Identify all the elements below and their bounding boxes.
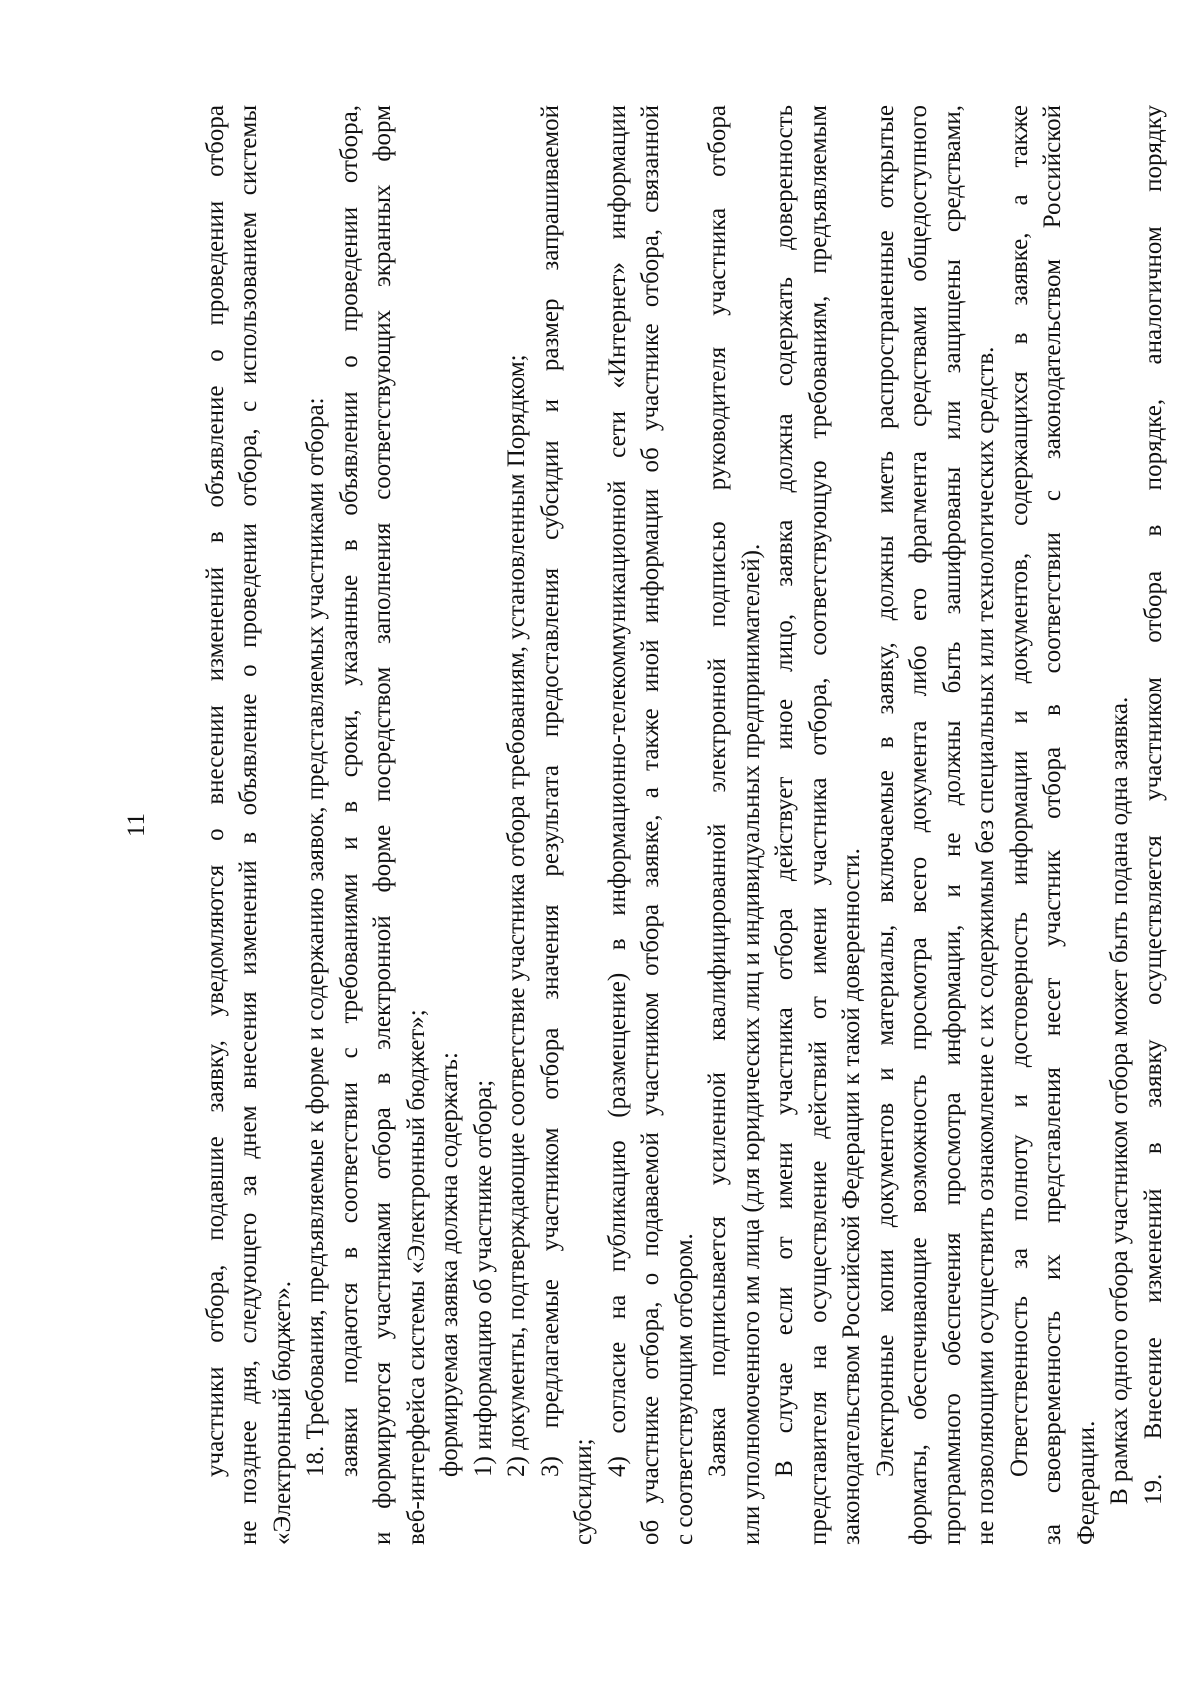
- text-line: В рамках одного отбора участником отбора может быть подана одна заявка.: [1106, 696, 1133, 1505]
- text-line: 1) информацию об участнике отбора;: [469, 1079, 497, 1477]
- text-line: В случае если от имени участника отбора действует иное лицо, заявка должна содержать доверенность: [771, 105, 798, 1477]
- text-line: формируемая заявка должна содержать:: [436, 1052, 463, 1477]
- text-line: участники отбора, подавшие заявку, уведомляются о внесении изменений в объявление о проведении отбора: [201, 105, 229, 1477]
- text-line: за своевременность их представления несет участник отбора в соответствии с законодательством Российской: [1039, 105, 1066, 1545]
- text-line: Электронные копии документов и материалы, включаемые в заявку, должны иметь распространенные открытые: [871, 105, 899, 1477]
- text-line: «Электронный бюджет».: [268, 1280, 296, 1545]
- text-line: Заявка подписывается усиленной квалифицированной электронной подписью руководителя участника отбора: [704, 105, 731, 1477]
- text-line: 2) документы, подтверждающие соответствие участника отбора требованиям, установленным Порядком;: [503, 354, 530, 1477]
- text-line: с соответствующим отбором.: [670, 1233, 698, 1545]
- rotated-text-block: [120, 105, 1170, 1545]
- text-line: 19. Внесение изменений в заявку осуществляется участником отбора в порядке, аналогичном порядку: [1139, 105, 1167, 1505]
- text-line: представителя на осуществление действий от имени участника отбора, соответствующую требованиям, предъявляемым: [804, 105, 832, 1545]
- text-line: Федерации.: [1072, 1420, 1100, 1545]
- text-line: или уполномоченного им лица (для юридических лиц и индивидуальных предпринимателей).: [737, 543, 765, 1545]
- text-line: не позволяющими осуществить ознакомление с их содержимым без специальных или технологических средств.: [972, 346, 999, 1545]
- text-line: 18. Требования, предъявляемые к форме и содержанию заявок, представляемых участниками отбора:: [302, 397, 329, 1477]
- text-line: и формируются участниками отбора в электронной форме посредством заполнения соответствующих экранных форм: [369, 105, 396, 1545]
- document-body: [199, 105, 1171, 1545]
- text-line: субсидии;: [570, 1438, 597, 1545]
- text-line: заявки подаются в соответствии с требованиями и в сроки, указанные в объявлении о проведении отбора,: [335, 105, 363, 1477]
- page-number: 11: [123, 812, 150, 838]
- text-line: веб-интерфейса системы «Электронный бюджет»;: [402, 1009, 430, 1545]
- text-line: форматы, обеспечивающие возможность просмотра всего документа либо его фрагмента средствами общедоступного: [905, 105, 932, 1545]
- text-line: Ответственность за полноту и достоверность информации и документов, содержащихся в заявке, а также: [1005, 105, 1033, 1477]
- text-line: 3) предлагаемые участником отбора значения результата предоставления субсидии и размер запрашиваемой: [536, 105, 564, 1477]
- text-line: программного обеспечения просмотра информации, и не должны быть зашифрованы или защищены средствами,: [938, 105, 966, 1545]
- text-line: законодательством Российской Федерации к такой доверенности.: [838, 848, 865, 1545]
- text-line: 4) согласие на публикацию (размещение) в информационно-телекоммуникационной сети «Интернет» информации: [603, 105, 631, 1477]
- text-line: об участнике отбора, о подаваемой участником отбора заявке, а также иной информации об участнике отбора, связанной: [637, 105, 664, 1545]
- text-line: не позднее дня, следующего за днем внесения изменений в объявление о проведении отбора, с использованием системы: [235, 105, 262, 1545]
